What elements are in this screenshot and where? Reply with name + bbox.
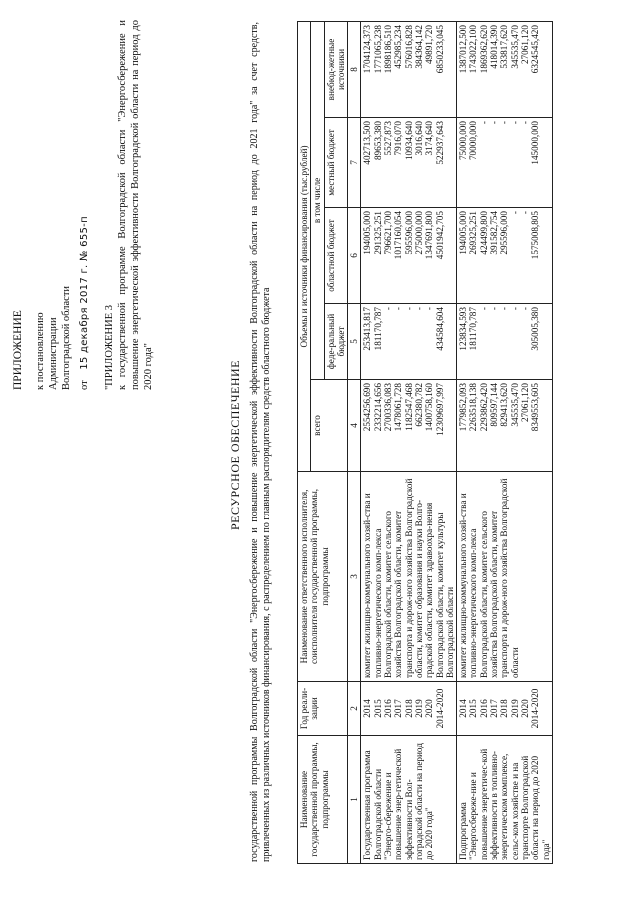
extra-values: 1387012,500 1743022,100 1869362,620 418014,390 533817,620 345535,470 27061,120 6324545,420 xyxy=(457,22,553,118)
handwritten-date-number: 15 декабря 2017 г. № 655-п xyxy=(79,216,91,370)
column-number-row xyxy=(348,22,361,864)
extra-values: 1704124,373 1771065,238 1898186,510 452985,234 576016,828 384364,142 49891,720 6850233,045 xyxy=(361,22,457,118)
subprogram-name: Подпрограмма "Энергосбереже-ние и повышение энергетичес-кой эффективности в топливно-энергетическом комплексе, сельс-ком хозяйстве и на транспорте Волгоградской области на период до 2020 года" xyxy=(457,736,553,864)
col-number: 2 xyxy=(348,682,361,736)
years-list: 2014 2015 2016 2017 2018 2019 2020 2014-2020 xyxy=(457,682,553,736)
years-list: 2014 2015 2016 2017 2018 2019 2020 2014-2020 xyxy=(361,682,457,736)
col-number: 6 xyxy=(348,208,361,304)
appendix-line-1: к постановлению xyxy=(35,312,47,390)
date-prefix: от xyxy=(79,380,91,390)
federal-values: 253413,817 181170,787 - - - - - 434584,604 xyxy=(361,304,457,380)
table-row xyxy=(457,22,553,864)
federal-values: 123834,593 181170,787 - - - - - 305005,380 xyxy=(457,304,553,380)
executor-text: комитет жилищно-коммунального хозяй-ства и топливно-энергетического комп-лекса Волгоградской области, комитет сельского хозяйства Волгоградской области, комитет транспорта и дорож-ного хозяйства Волгоградской области xyxy=(457,472,553,682)
appendix3-title: "ПРИЛОЖЕНИЕ 3 xyxy=(104,304,116,390)
col-number: 1 xyxy=(348,736,361,864)
header-regional: областной бюджет xyxy=(324,208,348,304)
program-name: Государственная программа Волгоградской области "Энерго-сбережение и повышение энер-гетической эффективности Вол-гоградской области на период до 2020 года" xyxy=(361,736,457,864)
header-incl: в том числе xyxy=(311,22,324,380)
header-volumes: Объемы и источники финансирования (тыс.рублей) xyxy=(298,22,311,472)
rotated-landscape-sheet xyxy=(5,10,635,880)
col-number: 7 xyxy=(348,118,361,208)
header-executor: Наименование ответственного исполнителя, соисполнителя государственной программы, подпрограммы xyxy=(298,472,348,682)
regional-values: 194005,000 291325,251 796621,700 1017160,054 595596,000 275000,000 1347691,800 4501942,705 xyxy=(361,208,457,304)
document-subtitle: государственной программы Волгоградской области "Энергосбережение и повышение энергетической эффективности Волгоградской области на период до 2021 года" за счет средств, привлеченных из различных источников финансирования, с распределением по главным распорядителям средств областного бюджета xyxy=(249,22,272,862)
header-name: Наименование государственной программы, подпрограммы xyxy=(298,736,348,864)
header-total: всего xyxy=(311,380,348,472)
header-federal: феде-ральный бюджет xyxy=(324,304,348,380)
header-year: Год реали-зации xyxy=(298,682,348,736)
col-number: 4 xyxy=(348,380,361,472)
appendix-block xyxy=(11,20,155,390)
total-values: 1779852,093 2263518,138 2293862,420 809597,144 829413,620 345535,470 27061,120 8349553,605 xyxy=(457,380,553,472)
table-row xyxy=(361,22,457,864)
regional-values: 194005,000 269325,251 424499,800 391582,754 295596,000 - - 1575008,805 xyxy=(457,208,553,304)
appendix-title: ПРИЛОЖЕНИЕ xyxy=(12,310,24,390)
appendix-line-2: Администрации xyxy=(47,317,59,390)
total-values: 2554256,690 2332214,656 2700336,083 1478061,728 1182547,468 662380,782 1400758,160 12309697,997 xyxy=(361,380,457,472)
col-number: 3 xyxy=(348,472,361,682)
header-local: местный бюджет xyxy=(324,118,348,208)
appendix3-text: к государственной программе Волгоградской области "Энергосбережение и повышение энергетической эффективности Волгоградской области на период до 2020 года" xyxy=(117,20,154,390)
appendix-line-3: Волгоградской области xyxy=(60,285,72,390)
appendix-date-line xyxy=(79,20,92,390)
document-title: РЕСУРСНОЕ ОБЕСПЕЧЕНИЕ xyxy=(228,360,242,531)
resource-table xyxy=(297,21,553,864)
executor-text: комитет жилищно-коммунального хозяй-ства и топливно-энергетического комп-лекса Волгоградской области, комитет сельского хозяйства Волгоградской области, комитет транспорта и дорож-ного хозяйства Волгоградской области, комитет образования и науки Волго-градской области, комитет здравоохра-нения Волгоградской области, комитет культуры Волгоградской области xyxy=(361,472,457,682)
col-number: 5 xyxy=(348,304,361,380)
header-extra: внебюд-жетные источники xyxy=(324,22,348,118)
col-number: 8 xyxy=(348,22,361,118)
local-values: 402713,500 89653,380 5527,873 7916,070 10934,640 3016,640 3174,640 522937,643 xyxy=(361,118,457,208)
local-values: 75000,000 70000,000 - - - - - 145000,000 xyxy=(457,118,553,208)
